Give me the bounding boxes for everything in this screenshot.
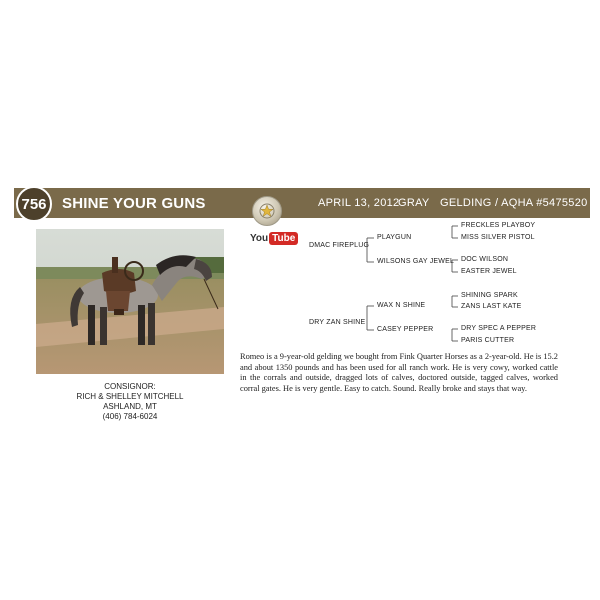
pedigree-ddd: PARIS CUTTER: [461, 337, 515, 344]
horse-description: Romeo is a 9-year-old gelding we bought from Fink Quarter Horses as a 2-year-old. He is 15.2 and about 1350 pounds and has been used for all ranch work. He is very cowy, worked cattle in the corrals and outside, dragged lots of calves, doctored outside, tagged calves, worked corral gates. He is very gentle. Easy to catch. Sound. Really broke and stays that way.: [240, 352, 558, 393]
consignor-location: ASHLAND, MT: [103, 402, 157, 411]
lot-number: 756: [21, 195, 47, 213]
consignor-phone: (406) 784-6024: [102, 412, 158, 421]
consignor-name: RICH & SHELLEY MITCHELL: [76, 392, 184, 401]
youtube-logo-tube: Tube: [269, 232, 298, 245]
pedigree-dss: SHINING SPARK: [461, 292, 518, 299]
pedigree-sire-sire: PLAYGUN: [377, 234, 412, 241]
pedigree-ssd: MISS SILVER PISTOL: [461, 234, 535, 241]
pedigree-dam: DRY ZAN SHINE: [309, 319, 366, 326]
pedigree-sss: FRECKLES PLAYBOY: [461, 222, 536, 229]
pedigree-dam-dam: CASEY PEPPER: [377, 326, 434, 333]
pedigree-sire: DMAC FIREPLUG: [309, 242, 370, 249]
horse-name: SHINE YOUR GUNS: [62, 195, 206, 212]
horse-color: GRAY: [398, 197, 430, 209]
pedigree-sdd: EASTER JEWEL: [461, 268, 517, 275]
consignor-heading: CONSIGNOR:: [104, 382, 156, 391]
pedigree-dsd: ZANS LAST KATE: [461, 303, 522, 310]
youtube-logo-you: You: [250, 233, 269, 244]
pedigree-dam-sire: WAX N SHINE: [377, 302, 426, 309]
pedigree-sire-dam: WILSONS GAY JEWEL: [377, 258, 455, 265]
foaling-date: APRIL 13, 2012: [318, 197, 400, 209]
pedigree-dds: DRY SPEC A PEPPER: [461, 325, 537, 332]
registration-info: GELDING / AQHA #5475520: [440, 197, 588, 209]
pedigree-sds: DOC WILSON: [461, 256, 509, 263]
